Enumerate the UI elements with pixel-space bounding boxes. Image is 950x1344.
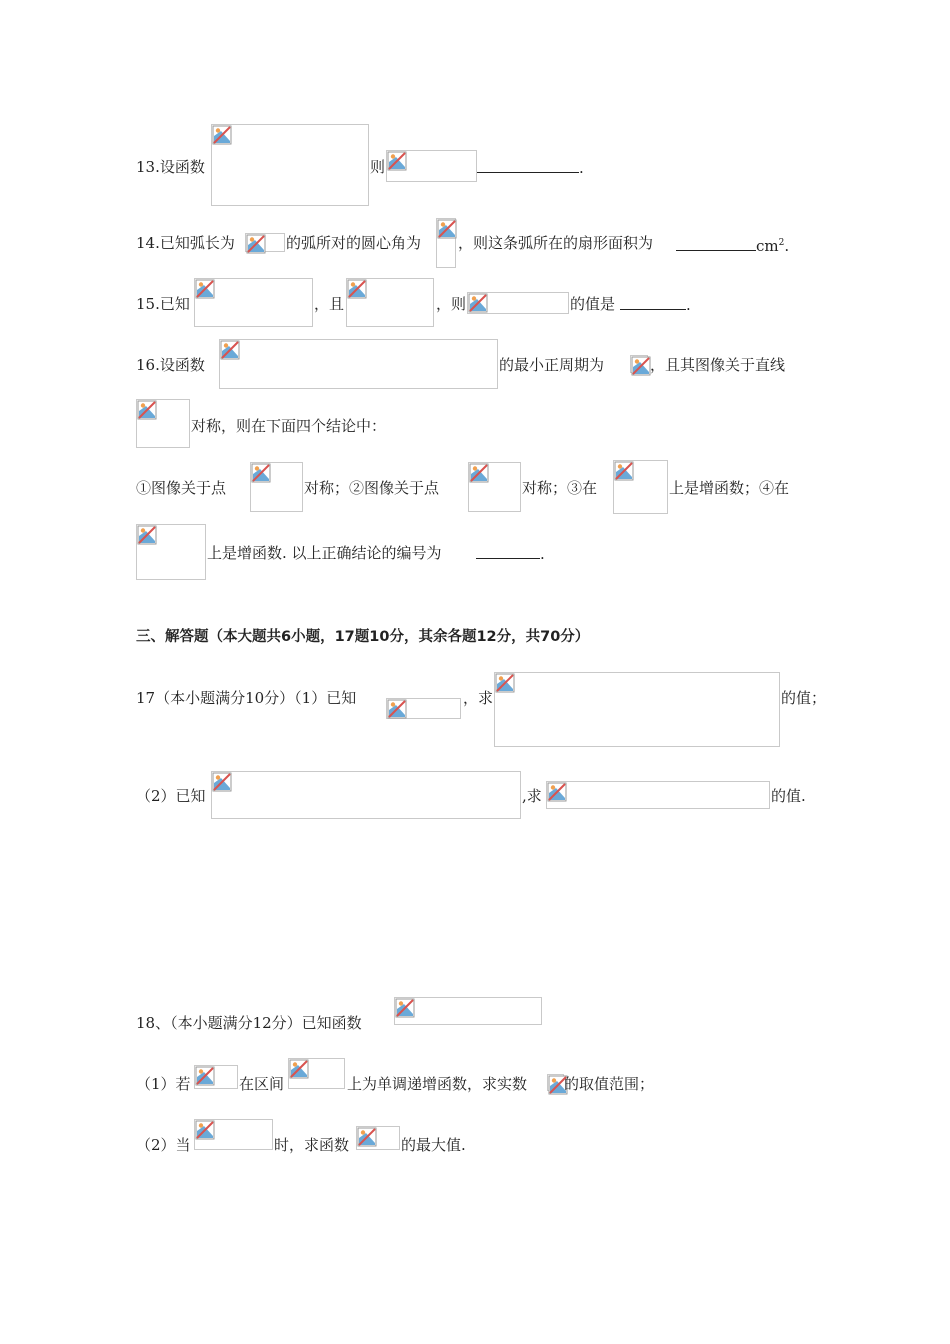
q16-text: 的最小正周期为 [499, 356, 605, 374]
q13-answer-blank: . [477, 158, 584, 177]
q18-text: 上为单调递增函数，求实数 [347, 1075, 528, 1093]
q14-text: 的弧所对的圆心角为 [286, 234, 422, 252]
broken-image-icon [436, 218, 456, 268]
broken-image-icon [394, 997, 542, 1025]
broken-image-icon [346, 278, 434, 327]
broken-image-icon [613, 460, 668, 514]
broken-image-icon [136, 399, 190, 448]
q17-text: 的值. [771, 787, 806, 805]
q16-text: 16.设函数 [136, 356, 205, 374]
broken-image-icon [467, 292, 569, 314]
q16-text: ，且其图像关于直线 [650, 356, 786, 374]
q16-choice-text: 对称；③在 [522, 479, 598, 497]
q18-text: 的取值范围； [564, 1075, 655, 1093]
broken-image-icon [386, 698, 461, 719]
q18-text: 18、（本小题满分12分）已知函数 [136, 1014, 362, 1032]
broken-image-icon [386, 150, 477, 182]
q17-text: 17（本小题满分10分）（1）已知 [136, 689, 357, 707]
q15-text: 的值是 [570, 295, 616, 313]
q18-text: （2）当 [136, 1136, 191, 1154]
q17-text: 的值； [781, 689, 827, 707]
q16-text: 对称，则在下面四个结论中： [191, 417, 387, 435]
broken-image-icon [194, 1119, 273, 1150]
broken-image-icon [250, 462, 303, 512]
broken-image-icon [211, 771, 521, 819]
broken-image-icon [194, 1065, 238, 1089]
q17-text: （2）已知 [136, 787, 206, 805]
q18-text: 在区间 [239, 1075, 285, 1093]
broken-image-icon [211, 124, 369, 206]
q15-text: 15.已知 [136, 295, 190, 313]
q14-text: ，则这条弧所在的扇形面积为 [458, 234, 654, 252]
q18-text: （1）若 [136, 1075, 191, 1093]
q18-text: 的最大值. [401, 1136, 466, 1154]
section-heading: 三、解答题（本大题共6小题，17题10分，其余各题12分，共70分） [136, 629, 590, 645]
broken-image-icon [546, 781, 770, 809]
q16-choice-text: 对称；②图像关于点 [304, 479, 440, 497]
q16-choice-text: ①图像关于点 [136, 479, 227, 497]
q15-text: ，则 [436, 295, 467, 313]
q14-answer-blank: $cm^2$. [676, 234, 789, 255]
broken-image-icon [194, 278, 313, 327]
q15-text: ，且 [314, 295, 345, 313]
q16-answer-blank: . [476, 544, 545, 563]
q16-choice-text: 上是增函数. 以上正确结论的编号为 [207, 544, 442, 562]
q16-choice-text: 上是增函数；④在 [669, 479, 790, 497]
q18-text: 时，求函数 [274, 1136, 350, 1154]
broken-image-icon [468, 462, 521, 512]
broken-image-icon [630, 355, 648, 373]
q13-text: 13.设函数 [136, 158, 205, 176]
q15-answer-blank: . [620, 295, 691, 314]
q13-text: 则 [370, 158, 386, 176]
broken-image-icon [356, 1126, 400, 1150]
broken-image-icon [547, 1074, 564, 1091]
broken-image-icon [219, 339, 498, 389]
broken-image-icon [245, 233, 285, 252]
broken-image-icon [136, 524, 206, 580]
q14-text: 14.已知弧长为 [136, 234, 235, 252]
broken-image-icon [494, 672, 780, 747]
broken-image-icon [288, 1058, 345, 1089]
q17-text: ，求 [463, 689, 494, 707]
q17-text: ,求 [522, 787, 542, 805]
